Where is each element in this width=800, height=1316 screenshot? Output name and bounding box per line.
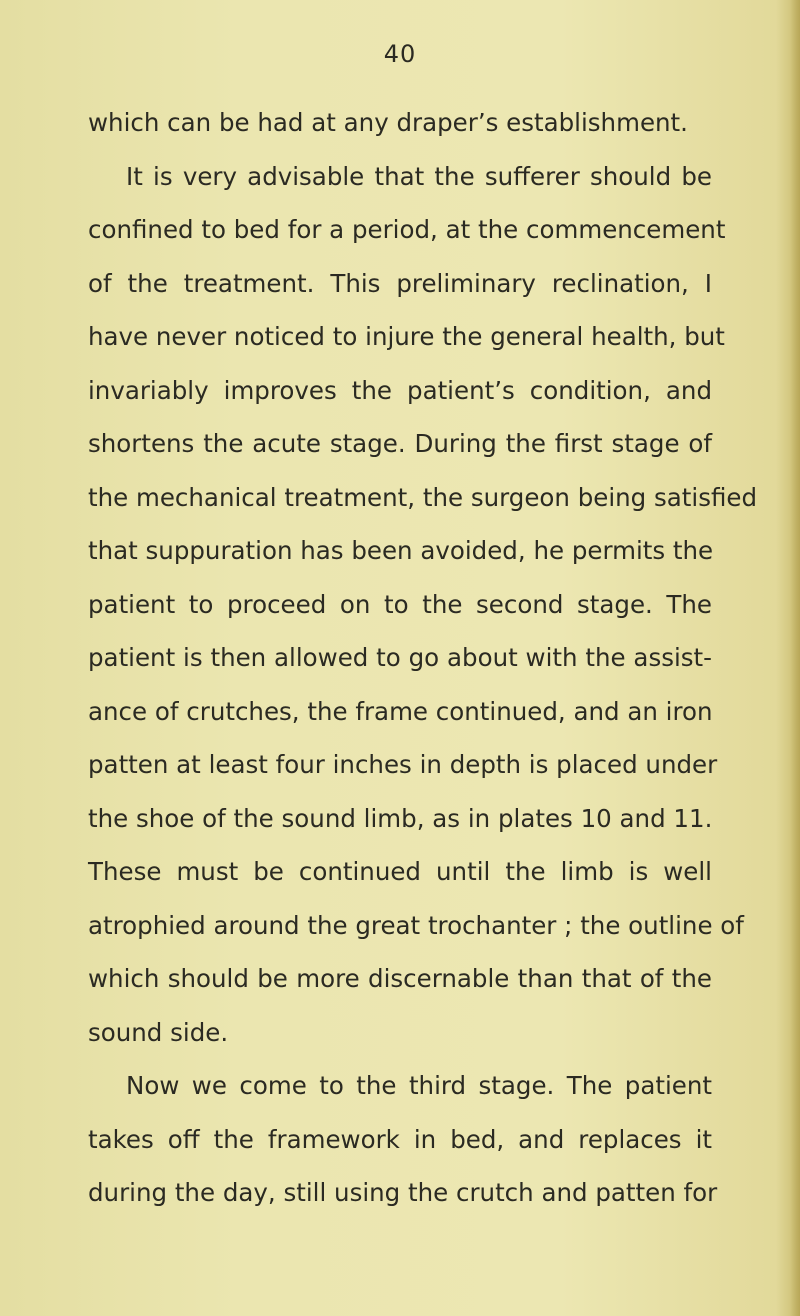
page-number: 40 — [383, 40, 417, 68]
text-line: It is very advisable that the sufferer should be — [126, 161, 712, 191]
text-line: which should be more discernable than that of the — [88, 964, 712, 993]
page-edge-shadow — [790, 0, 800, 1316]
text-line: the mechanical treatment, the surgeon being satisfied — [88, 482, 758, 512]
text-line: sound side. — [88, 1017, 229, 1047]
text-line: invariably improves the patient’s condition, and — [88, 375, 712, 405]
text-line: Now we come to the third stage. The patient — [126, 1071, 712, 1100]
text-line: confined to bed for a period, at the commencement — [88, 215, 726, 244]
text-line: that suppuration has been avoided, he permits the — [88, 536, 714, 565]
text-line: which can be had at any draper’s establishment. — [88, 108, 688, 137]
text-line: of the treatment. This preliminary reclination, I — [88, 268, 712, 298]
text-line: have never noticed to injure the general health, but — [88, 322, 725, 351]
text-line: patient is then allowed to go about with the assist- — [88, 643, 712, 672]
text-line: shortens the acute stage. During the first stage of — [88, 429, 712, 458]
text-line: patient to proceed on to the second stage. The — [88, 589, 712, 619]
text-line: takes off the framework in bed, and replaces it — [88, 1124, 712, 1154]
body-text — [88, 96, 758, 1220]
text-line: atrophied around the great trochanter ; the outline of — [88, 910, 744, 940]
text-line: during the day, still using the crutch and patten for — [88, 1178, 718, 1207]
text-line: patten at least four inches in depth is placed under — [88, 750, 718, 779]
text-line: ance of crutches, the frame continued, and an iron — [88, 696, 713, 726]
text-line: the shoe of the sound limb, as in plates 10 and 11. — [88, 803, 713, 833]
text-line: These must be continued until the limb is well — [88, 857, 712, 886]
